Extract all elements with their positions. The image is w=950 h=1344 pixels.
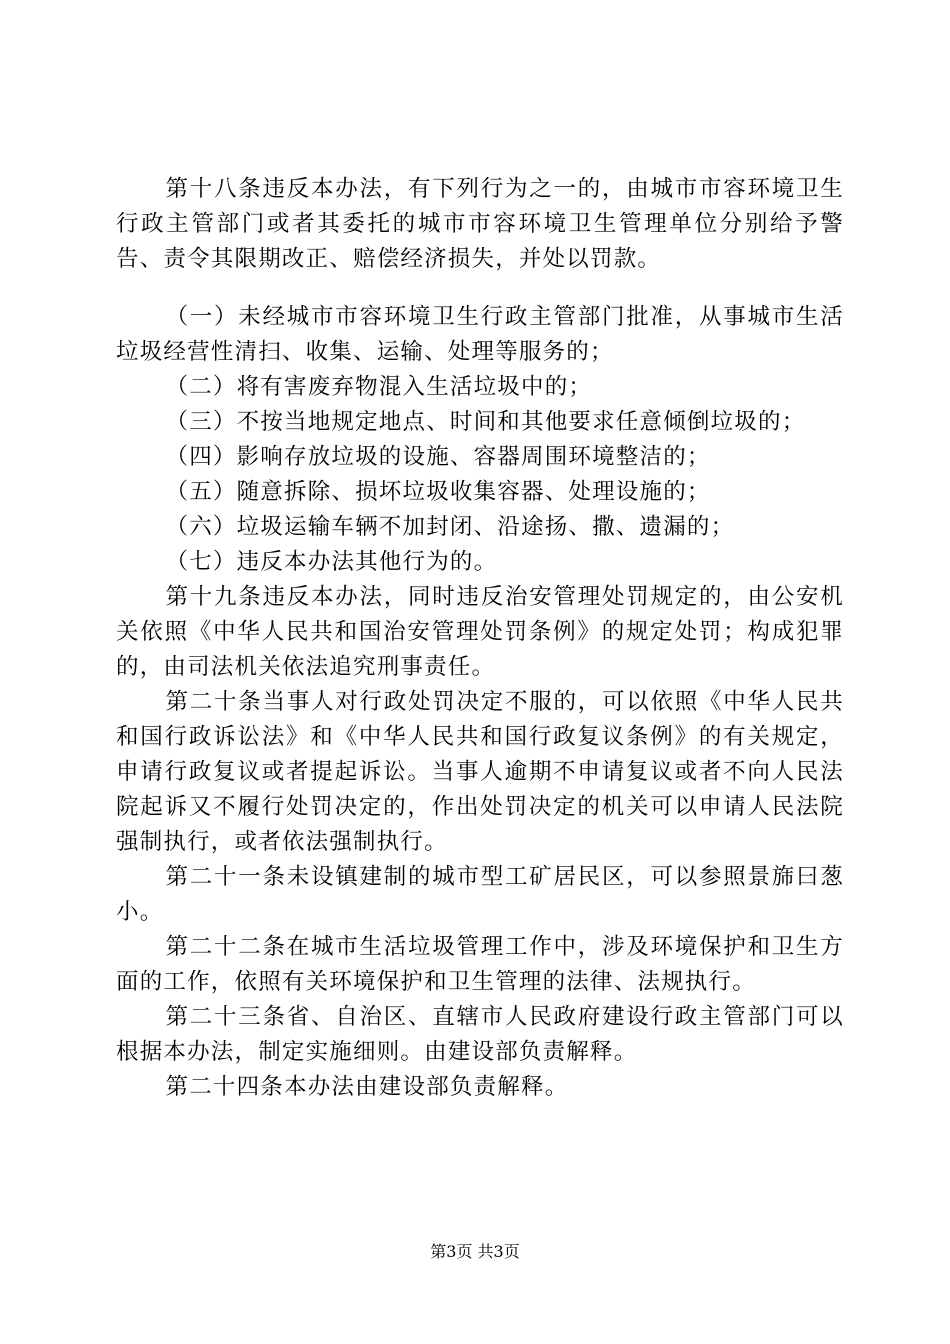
- paragraph-article-20: 第二十条当事人对行政处罚决定不服的，可以依照《中华人民共和国行政诉讼法》和《中华人民共和国行政复议条例》的有关规定，申请行政复议或者提起诉讼。当事人逾期不申请复议或者不向人民法院起诉又不履行处罚决定的，作出处罚决定的机关可以申请人民法院强制执行，或者依法强制执行。: [116, 689, 844, 855]
- paragraph-item-6: （六）垃圾运输车辆不加封闭、沿途扬、撒、遗漏的；: [165, 514, 735, 540]
- paragraph-article-24: 第二十四条本办法由建设部负责解释。: [165, 1074, 569, 1100]
- paragraph-article-23: 第二十三条省、自治区、直辖市人民政府建设行政主管部门可以根据本办法，制定实施细则。由建设部负责解释。: [116, 1004, 844, 1065]
- paragraph-item-1: （一）未经城市市容环境卫生行政主管部门批准，从事城市生活垃圾经营性清扫、收集、运输、处理等服务的；: [116, 304, 844, 365]
- paragraph-item-3: （三）不按当地规定地点、时间和其他要求任意倾倒垃圾的；: [165, 409, 806, 435]
- paragraph-item-5: （五）随意拆除、损坏垃圾收集容器、处理设施的；: [165, 479, 711, 505]
- page-number: 第3页 共3页: [430, 1242, 520, 1261]
- paragraph-article-18: 第十八条违反本办法，有下列行为之一的，由城市市容环境卫生行政主管部门或者其委托的城市市容环境卫生管理单位分别给予警告、责令其限期改正、赔偿经济损失，并处以罚款。: [116, 176, 844, 272]
- paragraph-item-4: （四）影响存放垃圾的设施、容器周围环境整洁的；: [165, 444, 711, 470]
- paragraph-item-2: （二）将有害废弃物混入生活垃圾中的；: [165, 374, 593, 400]
- paragraph-article-19: 第十九条违反本办法，同时违反治安管理处罚规定的，由公安机关依照《中华人民共和国治安管理处罚条例》的规定处罚；构成犯罪的，由司法机关依法追究刑事责任。: [116, 584, 844, 680]
- page-footer: [0, 1241, 950, 1263]
- paragraph-article-21: 第二十一条未设镇建制的城市型工矿居民区，可以参照景旆曰葱小。: [116, 864, 844, 925]
- paragraph-article-22: 第二十二条在城市生活垃圾管理工作中，涉及环境保护和卫生方面的工作，依照有关环境保护和卫生管理的法律、法规执行。: [116, 934, 844, 995]
- document-body: [116, 172, 844, 1105]
- paragraph-item-7: （七）违反本办法其他行为的。: [165, 549, 498, 575]
